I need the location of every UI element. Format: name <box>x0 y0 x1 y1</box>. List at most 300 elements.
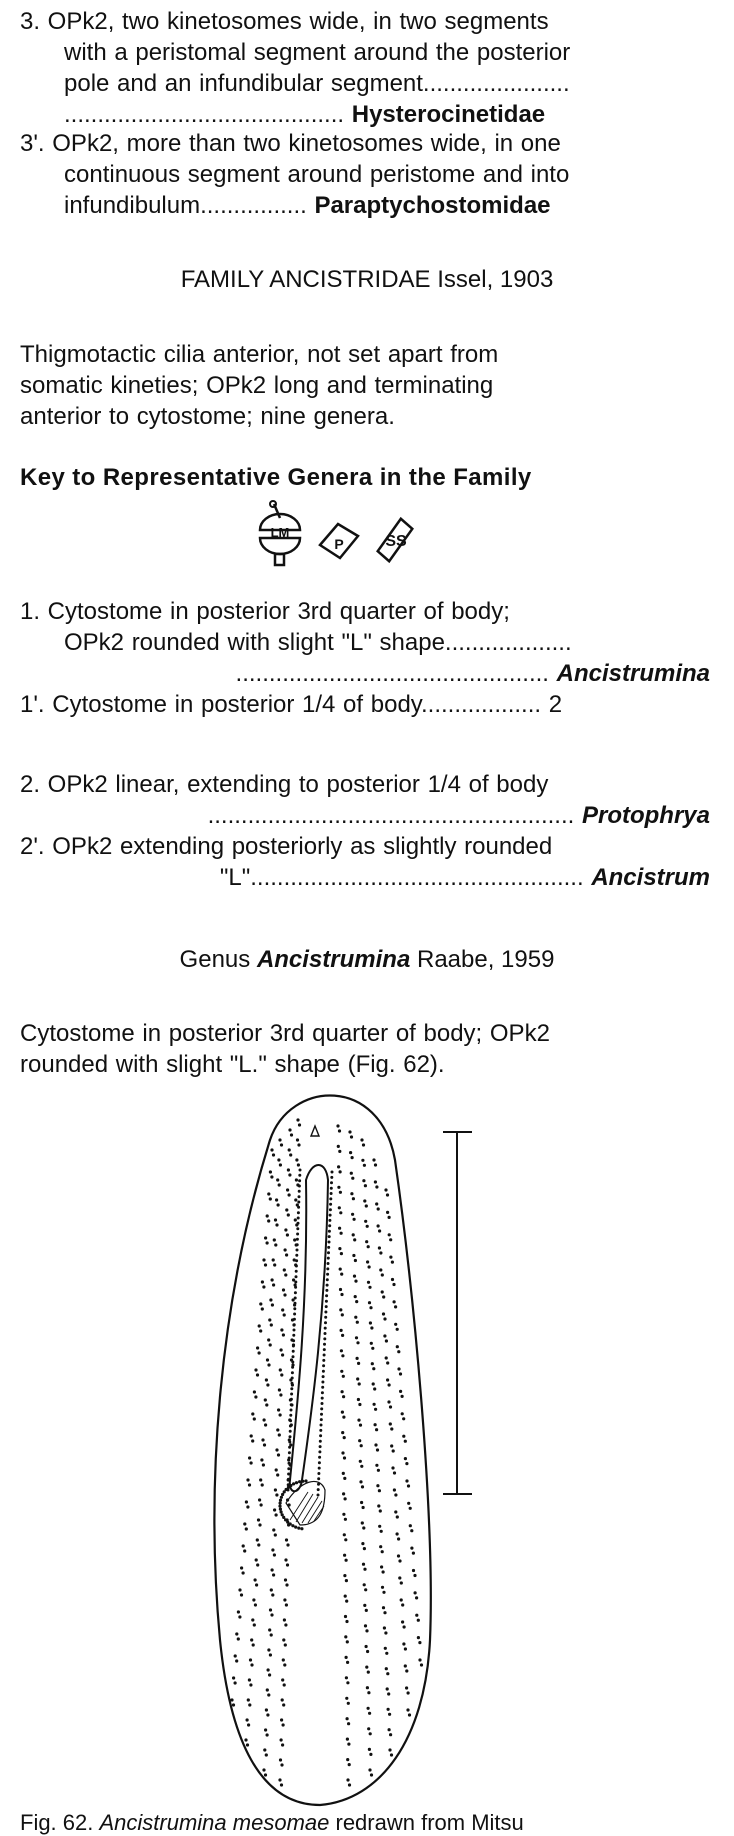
key-entry-1 <box>20 596 710 720</box>
oral-kinetosome <box>319 1445 322 1448</box>
genus-desc-line-1: Cytostome in posterior 3rd quarter of body; OPk2 <box>20 1020 550 1047</box>
kinety-dot <box>340 1329 343 1332</box>
kinety-dot <box>347 1722 350 1725</box>
kinety-dot <box>401 1620 404 1623</box>
kinety-dot <box>283 1683 286 1686</box>
oral-kinetosome <box>327 1257 330 1260</box>
kinety-dot <box>275 1493 278 1496</box>
kinety-dot <box>247 1723 250 1726</box>
couplet-3b-text: infundibulum................ <box>64 192 307 219</box>
kinety-dot <box>274 1488 277 1491</box>
oral-kinetosome <box>298 1190 301 1193</box>
kinety-dot <box>270 1588 273 1591</box>
kinety-dot <box>286 1498 289 1501</box>
genus-protophrya: Protophrya <box>581 802 710 829</box>
kinety-dot <box>341 1431 344 1434</box>
kinety-dot <box>396 1345 399 1348</box>
kinety-dot <box>407 1484 410 1487</box>
kinety-dot <box>386 1361 389 1364</box>
kinety-dot <box>387 1692 390 1695</box>
oral-kinetosome <box>295 1254 298 1257</box>
oral-kinetosome <box>326 1267 329 1270</box>
key-entry-2 <box>20 769 710 893</box>
kinety-dot <box>258 1351 261 1354</box>
oral-kinetosome <box>327 1262 330 1265</box>
oral-kinetosome <box>296 1227 299 1230</box>
p-label: P <box>334 536 344 552</box>
oral-kinetosome <box>289 1425 292 1428</box>
oral-kinetosome <box>291 1524 294 1527</box>
kinety-dot <box>339 1308 342 1311</box>
kinety-dot <box>284 1578 287 1581</box>
kinety-dot <box>368 1748 371 1751</box>
kinety-dot <box>278 1388 281 1391</box>
kinety-dot <box>347 1702 350 1705</box>
kinety-dot <box>284 1228 287 1231</box>
oral-kinetosome <box>321 1386 324 1389</box>
kinety-dot <box>378 1489 381 1492</box>
oral-kinetosome <box>291 1382 294 1385</box>
kinety-dot <box>368 1768 371 1771</box>
apical-structure <box>311 1126 319 1136</box>
oral-kinetosome <box>278 1505 281 1508</box>
kinety-dot <box>344 1538 347 1541</box>
kinety-dot <box>374 1180 377 1183</box>
kinety-dot <box>409 1507 412 1510</box>
kinety-dot <box>368 1265 371 1268</box>
kinety-dot <box>281 1308 284 1311</box>
kinety-dot <box>346 1758 349 1761</box>
oral-kinetosome <box>328 1230 331 1233</box>
buccal-groove <box>290 1165 328 1491</box>
kinety-dot <box>359 1480 362 1483</box>
kinety-dot <box>346 1681 349 1684</box>
kinety-dot <box>248 1678 251 1681</box>
oral-kinetosome <box>287 1478 290 1481</box>
kinety-dot <box>385 1339 388 1342</box>
kinety-dot <box>354 1280 357 1283</box>
oral-kinetosome <box>320 1418 323 1421</box>
kinety-dot <box>254 1578 257 1581</box>
kinety-dot <box>253 1390 256 1393</box>
oral-kinetosome <box>292 1339 295 1342</box>
kinety-dot <box>266 1358 269 1361</box>
kinety-dot <box>277 1203 280 1206</box>
kinety-dot <box>357 1419 360 1422</box>
kinety-dot <box>374 1423 377 1426</box>
kinety-dot <box>361 1542 364 1545</box>
kinety-dot <box>348 1130 351 1133</box>
kinety-dot <box>367 1707 370 1710</box>
kinety-dot <box>338 1206 341 1209</box>
figure-caption <box>20 1810 720 1836</box>
oral-kinetosome <box>329 1203 332 1206</box>
couplet-3b-line-2: continuous segment around peristome and into <box>64 161 570 188</box>
kinety-dot <box>414 1591 417 1594</box>
kinety-dot <box>232 1676 235 1679</box>
kinety-dot <box>278 1183 281 1186</box>
kinety-dot <box>246 1478 249 1481</box>
oral-kinetosome <box>326 1278 329 1281</box>
oral-kinetosome <box>291 1371 294 1374</box>
kinety-dot <box>282 1658 285 1661</box>
kinety-dot <box>343 1554 346 1557</box>
oral-kinetosome <box>291 1361 294 1364</box>
kinety-dot <box>410 1547 413 1550</box>
kinety-dot <box>251 1412 254 1415</box>
oral-kinetosome <box>289 1414 292 1417</box>
kinety-dot <box>286 1543 289 1546</box>
kinety-dot <box>347 1743 350 1746</box>
kinety-dot <box>373 1387 376 1390</box>
kinety-dot <box>363 1164 366 1167</box>
kinety-dot <box>382 1312 385 1315</box>
kinety-dot <box>399 1372 402 1375</box>
kinety-dot <box>265 1378 268 1381</box>
kinety-dot <box>350 1192 353 1195</box>
lm-label: LM <box>270 525 290 540</box>
oral-kinetosome <box>291 1377 294 1380</box>
kinety-dot <box>366 1686 369 1689</box>
kinety-dot <box>246 1743 249 1746</box>
kinety-dot <box>294 1198 297 1201</box>
oral-kinetosome <box>291 1366 294 1369</box>
kinety-dot <box>388 1728 391 1731</box>
kinety-dot <box>264 1398 267 1401</box>
kinety-dot <box>375 1185 378 1188</box>
kinety-dot <box>270 1148 273 1151</box>
kinety-dot <box>403 1625 406 1628</box>
oral-kinetosome <box>295 1275 298 1278</box>
kinety-dot <box>404 1440 407 1443</box>
kinety-dot <box>384 1647 387 1650</box>
kinety-dot <box>391 1261 394 1264</box>
kinety-dot <box>346 1717 349 1720</box>
caption-species: Ancistrumina mesomae <box>99 1810 330 1835</box>
kinety-dot <box>285 1208 288 1211</box>
leader-dots: .......................................... <box>64 101 345 128</box>
kinety-dot <box>285 1583 288 1586</box>
kinety-dot <box>288 1503 291 1506</box>
kinety-dot <box>383 1626 386 1629</box>
kinety-dot <box>257 1518 260 1521</box>
oral-kinetosome <box>297 1201 300 1204</box>
kinety-dot <box>351 1156 354 1159</box>
kinety-dot <box>262 1463 265 1466</box>
oral-kinetosome <box>288 1457 291 1460</box>
kinety-dot <box>346 1778 349 1781</box>
kinety-dot <box>372 1158 375 1161</box>
kinety-dot <box>279 1393 282 1396</box>
kinety-dot <box>289 1153 292 1156</box>
oral-kinetosome <box>304 1479 307 1482</box>
kinety-dot <box>282 1703 285 1706</box>
oral-kinetosome <box>298 1480 301 1483</box>
kinety-dot <box>267 1219 270 1222</box>
couplet-3-line-3: pole and an infundibular segment...................... <box>64 70 570 97</box>
kinety-dot <box>288 1128 291 1131</box>
kinety-dot <box>359 1424 362 1427</box>
kinety-dot <box>240 1566 243 1569</box>
kinety-dot <box>286 1233 289 1236</box>
kinety-dot <box>267 1363 270 1366</box>
kinety-dot <box>407 1691 410 1694</box>
kinety-dot <box>366 1650 369 1653</box>
key-heading: Key to Representative Genera in the Family <box>20 464 532 491</box>
kinety-dot <box>351 1213 354 1216</box>
kinety-dot <box>254 1368 257 1371</box>
kinety-dot <box>397 1350 400 1353</box>
kinety-dot <box>281 1743 284 1746</box>
kinety-dot <box>259 1478 262 1481</box>
kinety-dot <box>388 1216 391 1219</box>
oral-kinetosome <box>323 1348 326 1351</box>
kinety-dot <box>247 1698 250 1701</box>
oral-kinetosome <box>317 1472 320 1475</box>
kinety-dot <box>343 1436 346 1439</box>
kinety-dot <box>349 1151 352 1154</box>
kinety-dot <box>283 1598 286 1601</box>
kinety-dot <box>394 1510 397 1513</box>
kinety-dot <box>363 1199 366 1202</box>
kinety-dot <box>250 1434 253 1437</box>
kinety-dot <box>385 1667 388 1670</box>
kinety-dot <box>402 1642 405 1645</box>
kinety-dot <box>362 1179 365 1182</box>
kinety-dot <box>342 1375 345 1378</box>
kinety-dot <box>265 1403 268 1406</box>
oral-kinetosome <box>328 1235 331 1238</box>
oral-kinetosome <box>289 1430 292 1433</box>
kinety-dot <box>351 1177 354 1180</box>
kinety-dot <box>397 1554 400 1557</box>
kinety-dot <box>251 1439 254 1442</box>
kinety-dot <box>354 1259 357 1262</box>
kinety-dot <box>388 1233 391 1236</box>
kinety-dot <box>271 1593 274 1596</box>
kinety-dot <box>279 1163 282 1166</box>
oral-kinetosome <box>293 1307 296 1310</box>
oral-kinetosome <box>330 1192 333 1195</box>
kinety-dot <box>387 1708 390 1711</box>
oral-kinetosome <box>321 1381 324 1384</box>
kinety-dot <box>384 1631 387 1634</box>
caption-label: Fig. 62. <box>20 1810 94 1835</box>
oral-region <box>286 1481 325 1525</box>
kinety-dot <box>415 1596 418 1599</box>
oral-kinetosome <box>280 1510 283 1513</box>
kinety-dot <box>361 1521 364 1524</box>
oral-kinetosome <box>323 1337 326 1340</box>
kinety-dot <box>359 1460 362 1463</box>
kinety-dot <box>374 1408 377 1411</box>
kinety-dot <box>278 1778 281 1781</box>
kinety-dot <box>267 1693 270 1696</box>
kinety-dot <box>287 1168 290 1171</box>
kinety-dot <box>415 1614 418 1617</box>
kinety-dot <box>263 1748 266 1751</box>
kinety-dot <box>288 1193 291 1196</box>
kinety-dot <box>404 1664 407 1667</box>
kinety-dot <box>266 1241 269 1244</box>
kinety-dot <box>273 1263 276 1266</box>
kinety-dot <box>238 1588 241 1591</box>
kinety-dot <box>378 1229 381 1232</box>
oral-kinetosome <box>319 1440 322 1443</box>
kinety-dot <box>356 1341 359 1344</box>
kinety-dot <box>266 1383 269 1386</box>
kinety-dot <box>401 1395 404 1398</box>
couplet-3b-line-3 <box>20 190 710 221</box>
kinety-dot <box>280 1373 283 1376</box>
kinety-dot <box>260 1503 263 1506</box>
oral-kinetosome <box>292 1355 295 1358</box>
kinety-dot <box>348 1763 351 1766</box>
genus-ancistrum: Ancistrum <box>591 864 710 891</box>
oral-kinetosome <box>331 1171 334 1174</box>
oral-kinetosome <box>328 1219 331 1222</box>
kinety-dot <box>382 1606 385 1609</box>
oral-kinetosome <box>297 1206 300 1209</box>
kinety-dot <box>250 1663 253 1666</box>
kinety-dot <box>352 1197 355 1200</box>
kinety-dot <box>277 1408 280 1411</box>
kinety-dot <box>365 1240 368 1243</box>
kinety-dot <box>374 1163 377 1166</box>
oral-kinetosome <box>329 1214 332 1217</box>
kinety-dot <box>277 1453 280 1456</box>
kinety-dot <box>264 1236 267 1239</box>
kinety-dot <box>357 1362 360 1365</box>
kinety-dot <box>358 1382 361 1385</box>
kinety-dot <box>391 1466 394 1469</box>
kinety-dot <box>375 1202 378 1205</box>
kinety-dot <box>249 1683 252 1686</box>
kinety-dot <box>368 1301 371 1304</box>
kinety-dot <box>390 1753 393 1756</box>
oral-kinetosome <box>325 1305 328 1308</box>
kinety-dot <box>337 1165 340 1168</box>
oral-kinetosome <box>295 1270 298 1273</box>
kinety-dot <box>345 1579 348 1582</box>
oral-kinetosome <box>330 1181 333 1184</box>
kinety-dot <box>266 1688 269 1691</box>
kinety-dot <box>381 1290 384 1293</box>
kinety-dot <box>248 1703 251 1706</box>
kinety-dot <box>371 1347 374 1350</box>
kinety-dot <box>354 1316 357 1319</box>
kinety-dot <box>364 1220 367 1223</box>
couplet-3-line-1: 3. OPk2, two kinetosomes wide, in two segments <box>20 8 549 35</box>
kinety-dot <box>256 1373 259 1376</box>
kinety-dot <box>253 1623 256 1626</box>
kinety-dot <box>283 1663 286 1666</box>
kinety-dot <box>270 1323 273 1326</box>
kinety-dot <box>298 1123 301 1126</box>
kinety-dot <box>366 1260 369 1263</box>
oral-kinetosome <box>318 1456 321 1459</box>
kinety-dot <box>341 1390 344 1393</box>
kinety-dot <box>363 1604 366 1607</box>
kinety-dot <box>356 1321 359 1324</box>
kinety-dot <box>285 1538 288 1541</box>
kinety-dot <box>365 1666 368 1669</box>
oral-kinetosome <box>329 1197 332 1200</box>
kinety-dot <box>346 1661 349 1664</box>
kinety-dot <box>238 1615 241 1618</box>
kinety-dot <box>350 1172 353 1175</box>
oral-kinetosome <box>294 1291 297 1294</box>
kinety-dot <box>397 1537 400 1540</box>
kinety-dot <box>369 1753 372 1756</box>
kinety-dot <box>340 1252 343 1255</box>
oral-kinetosome <box>292 1334 295 1337</box>
oral-kinetosome <box>287 1483 290 1486</box>
kinety-dot <box>364 1624 367 1627</box>
kinety-dot <box>361 1159 364 1162</box>
kinety-dot <box>379 1545 382 1548</box>
kinety-dot <box>259 1302 262 1305</box>
kinety-dot <box>272 1153 275 1156</box>
oral-kinetosome <box>319 1434 322 1437</box>
kinety-dot <box>280 1783 283 1786</box>
kinety-dot <box>364 1588 367 1591</box>
kinety-dot <box>337 1145 340 1148</box>
kinety-dot <box>280 1738 283 1741</box>
oral-kinetosome <box>297 1527 300 1530</box>
kinety-dot <box>397 1367 400 1370</box>
genus-desc-line-2: rounded with slight "L." shape (Fig. 62). <box>20 1051 445 1078</box>
kinety-dot <box>412 1552 415 1555</box>
oral-kinetosome <box>289 1435 292 1438</box>
kinety-dot <box>276 1473 279 1476</box>
kinety-dot <box>389 1238 392 1241</box>
oral-kinetosome <box>279 1499 282 1502</box>
kinety-dot <box>276 1428 279 1431</box>
kinety-dot <box>389 1733 392 1736</box>
kinety-dot <box>390 1444 393 1447</box>
kinety-dot <box>366 1225 369 1228</box>
oral-kinetosome <box>325 1294 328 1297</box>
kinety-dot <box>242 1571 245 1574</box>
kinety-dot <box>404 1647 407 1650</box>
kinety-dot <box>370 1326 373 1329</box>
kinety-dot <box>253 1417 256 1420</box>
kinety-dot <box>254 1603 257 1606</box>
kinety-dot <box>345 1620 348 1623</box>
oral-kinetosome <box>317 1483 320 1486</box>
kinety-dot <box>274 1243 277 1246</box>
family-desc-line-1: Thigmotactic cilia anterior, not set apart from <box>20 341 499 368</box>
kinety-dot <box>356 1377 359 1380</box>
kinety-dot <box>268 1318 271 1321</box>
kinety-dot <box>269 1197 272 1200</box>
kinety-dot <box>256 1563 259 1566</box>
kinety-dot <box>394 1305 397 1308</box>
kinety-dot <box>245 1500 248 1503</box>
oral-kinetosome <box>295 1265 298 1268</box>
oral-kinetosome <box>323 1343 326 1346</box>
oral-kinetosome <box>319 1429 322 1432</box>
kinety-dot <box>244 1738 247 1741</box>
kinety-dot <box>382 1295 385 1298</box>
kinety-dot <box>278 1138 281 1141</box>
kinety-dot <box>383 1317 386 1320</box>
oral-kinetosome <box>293 1318 296 1321</box>
kinety-dot <box>339 1268 342 1271</box>
kinety-dot <box>293 1238 296 1241</box>
kinety-dot <box>286 1563 289 1566</box>
